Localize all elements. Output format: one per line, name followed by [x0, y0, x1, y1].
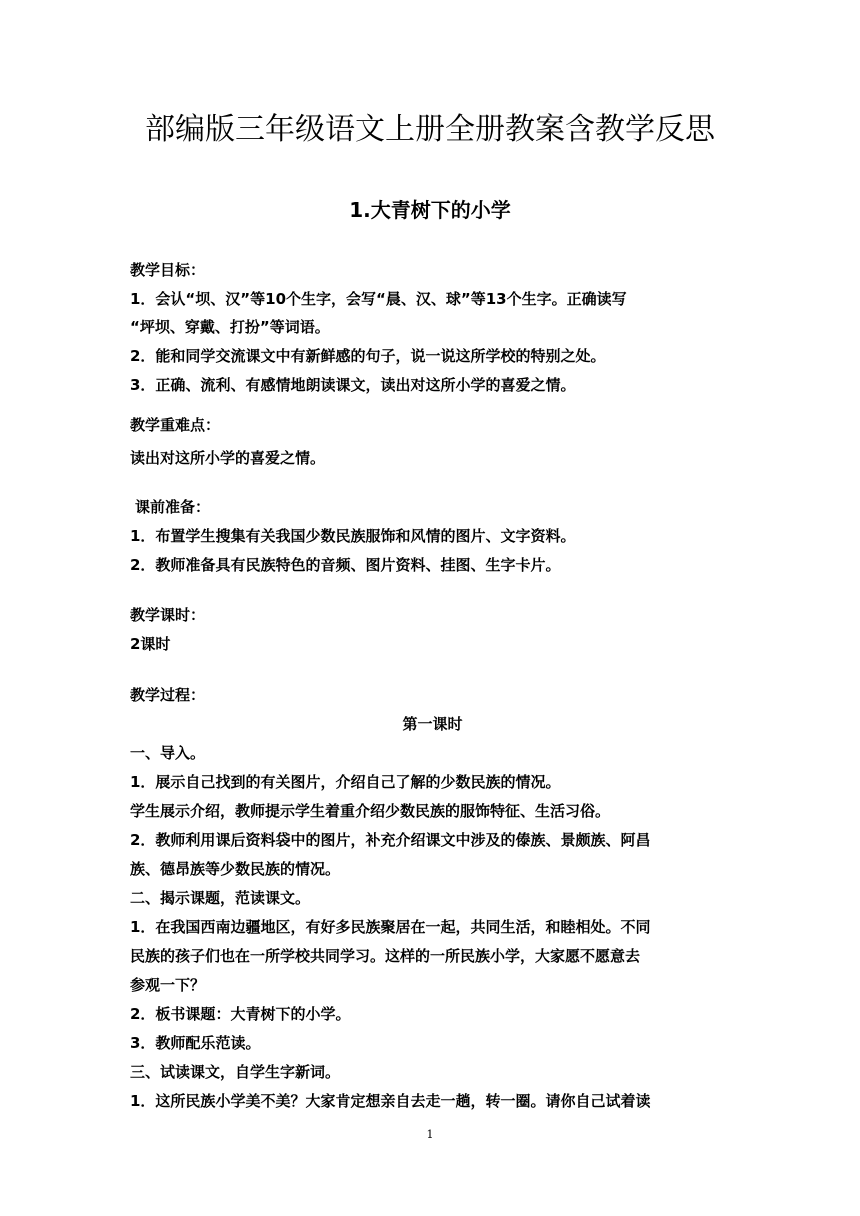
process-line: 1．展示自己找到的有关图片，介绍自己了解的少数民族的情况。 [130, 773, 561, 791]
objective-line: 1．会认“坝、汉”等10个生字，会写“晨、汉、球”等13个生字。正确读写 [130, 290, 627, 308]
objective-line: 2．能和同学交流课文中有新鲜感的句子，说一说这所学校的特别之处。 [130, 347, 606, 365]
process-line: 3．教师配乐范读。 [130, 1034, 261, 1052]
process-line: 1．这所民族小学美不美？大家肯定想亲自去走一趟，转一圈。请你自己试着读 [130, 1092, 651, 1110]
process-line: 二、揭示课题，范读课文。 [130, 889, 311, 907]
process-line: 2．教师利用课后资料袋中的图片，补充介绍课文中涉及的傣族、景颇族、阿昌 [130, 831, 651, 849]
section-heading-objectives: 教学目标： [130, 261, 206, 279]
key-point-line: 读出对这所小学的喜爱之情。 [130, 449, 326, 467]
period-heading: 第一课时 [402, 715, 463, 733]
objective-line: 3．正确、流利、有感情地朗读课文，读出对这所小学的喜爱之情。 [130, 376, 576, 394]
section-heading-class-hours: 教学课时： [130, 606, 206, 624]
section-heading-key-points: 教学重难点： [130, 416, 221, 434]
objective-line: “坪坝、穿戴、打扮”等词语。 [130, 318, 330, 336]
page-number: 1 [426, 1128, 434, 1141]
process-line: 民族的孩子们也在一所学校共同学习。这样的一所民族小学，大家愿不愿意去 [130, 947, 641, 965]
process-line: 参观一下？ [130, 976, 206, 994]
process-line: 族、德昂族等少数民族的情况。 [130, 860, 341, 878]
process-line: 三、试读课文，自学生字新词。 [130, 1063, 341, 1081]
preparation-line: 1．布置学生搜集有关我国少数民族服饰和风情的图片、文字资料。 [130, 527, 576, 545]
class-hours-line: 2课时 [130, 635, 171, 653]
process-line: 学生展示介绍，教师提示学生着重介绍少数民族的服饰特征、生活习俗。 [130, 802, 611, 820]
process-line: 2．板书课题：大青树下的小学。 [130, 1005, 351, 1023]
preparation-line: 2．教师准备具有民族特色的音频、图片资料、挂图、生字卡片。 [130, 556, 561, 574]
section-heading-preparation: 课前准备： [135, 498, 211, 516]
process-line: 一、导入。 [130, 744, 206, 762]
process-line: 1．在我国西南边疆地区，有好多民族聚居在一起，共同生活，和睦相处。不同 [130, 918, 651, 936]
lesson-title: 1.大青树下的小学 [349, 198, 511, 222]
section-heading-process: 教学过程： [130, 686, 206, 704]
document-title: 部编版三年级语文上册全册教案含教学反思 [145, 112, 715, 147]
